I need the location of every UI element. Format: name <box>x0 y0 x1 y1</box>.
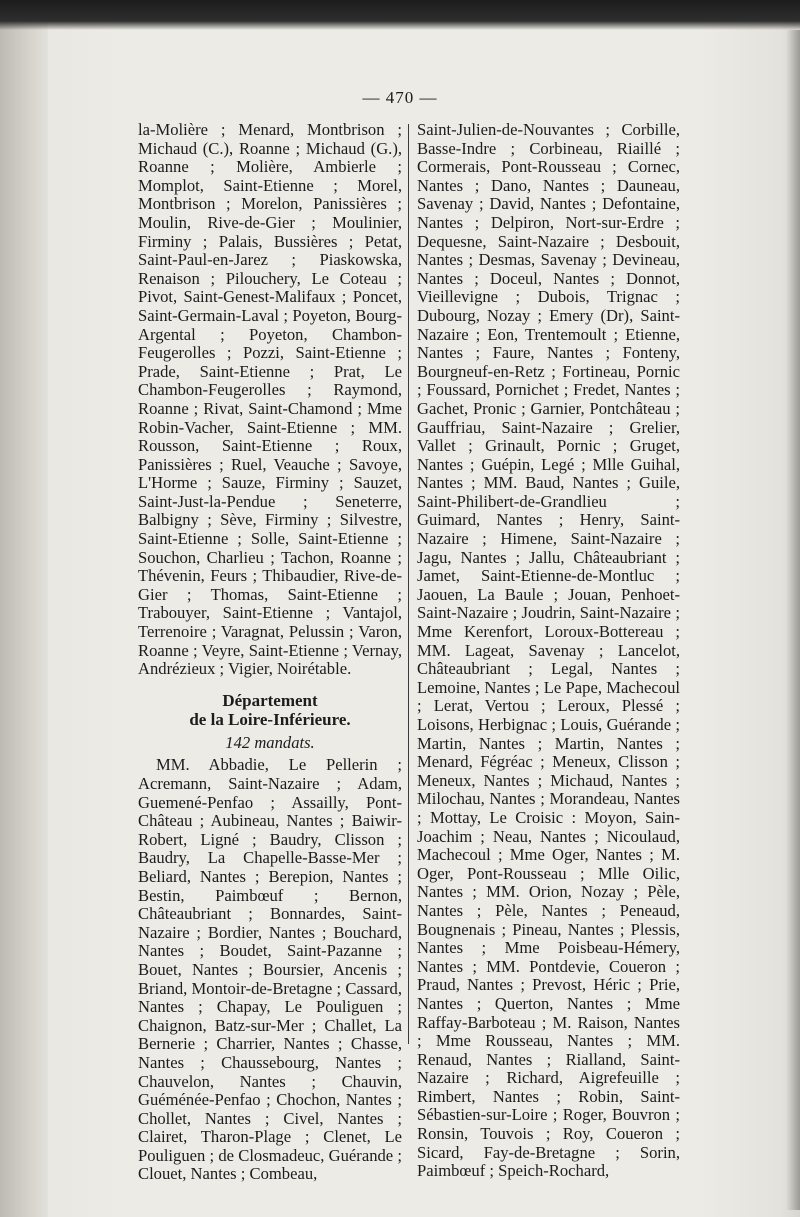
section-heading-line2: de la Loire-Inférieure. <box>189 709 351 729</box>
scan-right-edge <box>786 30 800 1210</box>
left-paragraph-loire-inferieure: MM. Abbadie, Le Pellerin ; Acremann, Saint-Nazaire ; Adam, Guemené-Penfao ; Assailly, Pont-Château ; Aubineau, Nantes ; Baiwir-Robert, Ligné ; Baudry, Clisson ; Baudry, La Chapelle-Basse-Mer ; Beliard, Nantes ; Berepion, Nantes ; Bestin, Paimbœuf ; Bernon, Châteaubriant ; Bonnardes, Saint-Nazaire ; Bordier, Nantes ; Bouchard, Nantes ; Boudet, Saint-Pazanne ; Bouet, Nantes ; Boursier, Ancenis ; Briand, Montoir-de-Bretagne ; Cassard, Nantes ; Chapay, Le Pouliguen ; Chaignon, Batz-sur-Mer ; Challet, La Bernerie ; Charrier, Nantes ; Chasse, Nantes ; Chaussebourg, Nantes ; Chauvelon, Nantes ; Chauvin, Guéménée-Penfao ; Chochon, Nantes ; Chollet, Nantes ; Civel, Nantes ; Clairet, Tharon-Plage ; Clenet, Le Pouliguen ; de Closmadeuc, Guérande ; Clouet, Nantes ; Combeau, <box>138 755 402 1184</box>
scan-top-edge <box>0 0 800 30</box>
binding-gutter <box>0 0 48 1217</box>
right-paragraph: Saint-Julien-de-Nouvantes ; Corbille, Basse-Indre ; Corbineau, Riaillé ; Cormerais, Pont-Rousseau ; Cornec, Nantes ; Dano, Nantes ; Dauneau, Savenay ; David, Nantes ; Defontaine, Nantes ; Delpiron, Nort-sur-Erdre ; Dequesne, Saint-Nazaire ; Desbouit, Nantes ; Desmas, Savenay ; Devineau, Nantes ; Doceul, Nantes ; Donnot, Vieillevigne ; Dubois, Trignac ; Dubourg, Nozay ; Emery (Dr), Saint-Nazaire ; Eon, Trentemoult ; Etienne, Nantes ; Faure, Nantes ; Fonteny, Bourgneuf-en-Retz ; Fortineau, Pornic ; Foussard, Pornichet ; Fredet, Nantes ; Gachet, Pronic ; Garnier, Pontchâteau ; Gauffriau, Saint-Nazaire ; Grelier, Vallet ; Grinault, Pornic ; Gruget, Nantes ; Guépin, Legé ; Mlle Guihal, Nantes ; MM. Baud, Nantes ; Guile, Saint-Philibert-de-Grandlieu ; Guimard, Nantes ; Henry, Saint-Nazaire ; Himene, Saint-Nazaire ; Jagu, Nantes ; Jallu, Châteaubriant ; Jamet, Saint-Etienne-de-Montluc ; Jaouen, La Baule ; Jouan, Penhoet-Saint-Nazaire ; Joudrin, Saint-Nazaire ; Mme Kerenfort, Loroux-Bottereau ; MM. Lageat, Savenay ; Lancelot, Châteaubriant ; Legal, Nantes ; Lemoine, Nantes ; Le Pape, Machecoul ; Lerat, Vertou ; Leroux, Plessé ; Loisons, Herbignac ; Louis, Guérande ; Martin, Nantes ; Martin, Nantes ; Menard, Fégréac ; Meneux, Clisson ; Meneux, Nantes ; Michaud, Nantes ; Milochau, Nantes ; Morandeau, Nantes ; Mottay, Le Croisic : Moyon, Sain-Joachim ; Neau, Nantes ; Nicoulaud, Machecoul ; Mme Oger, Nantes ; M. Oger, Pont-Rousseau ; Mlle Oilic, Nantes ; MM. Orion, Nozay ; Pèle, Nantes ; Pèle, Nantes ; Peneaud, Bougnenais ; Pineau, Nantes ; Plessis, Nantes ; Mme Poisbeau-Hémery, Nantes ; MM. Pontdevie, Coueron ; Praud, Nantes ; Prevost, Héric ; Prie, Nantes ; Querton, Nantes ; Mme Raffay-Barboteau ; M. Raison, Nantes ; Mme Rousseau, Nantes ; MM. Renaud, Nantes ; Rialland, Saint-Nazaire ; Richard, Aigrefeuille ; Rimbert, Nantes ; Robin, Saint-Sébastien-sur-Loire ; Roger, Bouvron ; Ronsin, Touvois ; Roy, Coueron ; Sicard, Fay-de-Bretagne ; Sorin, Paimbœuf ; Speich-Rochard, <box>417 120 680 1181</box>
right-column <box>417 121 680 1181</box>
section-heading <box>138 691 402 729</box>
column-divider <box>408 124 409 1044</box>
mandates-count: 142 mandats. <box>225 732 315 752</box>
left-column <box>138 121 402 1184</box>
page-number: — 470 — <box>362 88 438 107</box>
left-paragraph-loire: la-Molière ; Menard, Montbrison ; Michaud (C.), Roanne ; Michaud (G.), Roanne ; Molière, Ambierle ; Momplot, Saint-Etienne ; Morel, Montbrison ; Morelon, Panissières ; Moulin, Rive-de-Gier ; Moulinier, Firminy ; Palais, Bussières ; Petat, Saint-Paul-en-Jarez ; Piaskowska, Renaison ; Pilouchery, Le Coteau ; Pivot, Saint-Genest-Malifaux ; Poncet, Saint-Germain-Laval ; Poyeton, Bourg-Argental ; Poyeton, Chambon-Feugerolles ; Pozzi, Saint-Etienne ; Prade, Saint-Etienne ; Prat, Le Chambon-Feugerolles ; Raymond, Roanne ; Rivat, Saint-Chamond ; Mme Robin-Vacher, Saint-Etienne ; MM. Rousson, Saint-Etienne ; Roux, Panissières ; Ruel, Veauche ; Savoye, L'Horme ; Sauze, Firminy ; Sauzet, Saint-Just-la-Pendue ; Seneterre, Balbigny ; Sève, Firminy ; Silvestre, Saint-Etienne ; Solle, Saint-Etienne ; Souchon, Charlieu ; Tachon, Roanne ; Thévenin, Feurs ; Thibaudier, Rive-de-Gier ; Thomas, Saint-Etienne ; Trabouyer, Saint-Etienne ; Vantajol, Terrenoire ; Varagnat, Pelussin ; Varon, Roanne ; Veyre, Saint-Etienne ; Vernay, Andrézieux ; Vigier, Noirétable. <box>138 120 402 679</box>
section-heading-line1: Département <box>222 690 318 710</box>
